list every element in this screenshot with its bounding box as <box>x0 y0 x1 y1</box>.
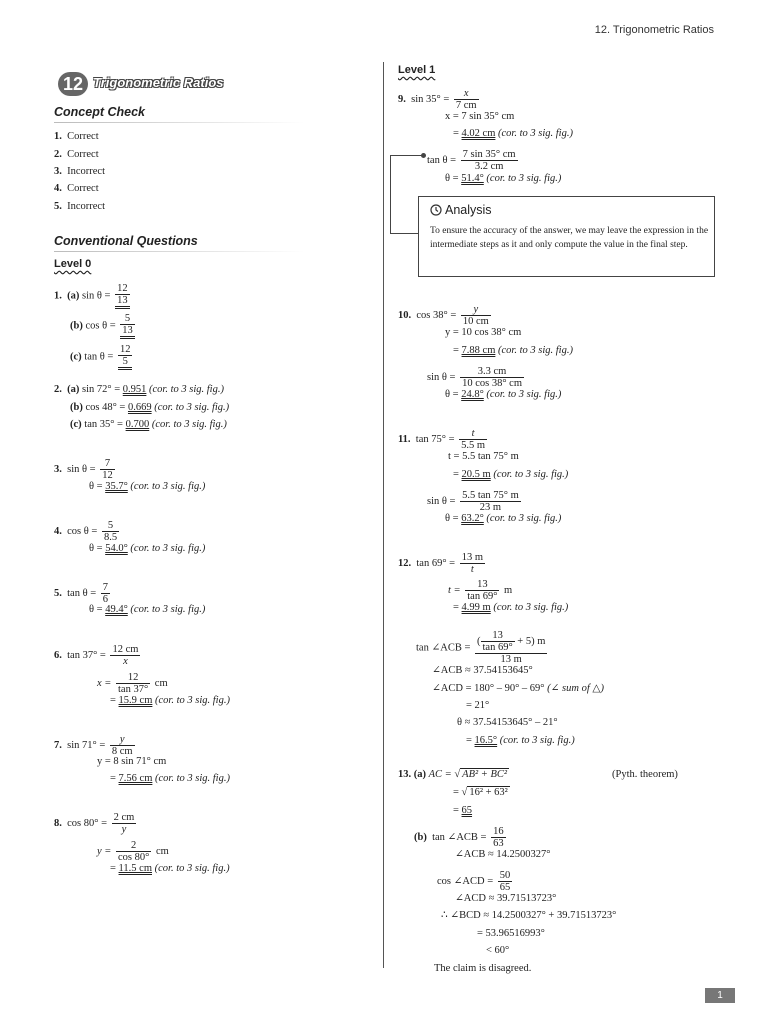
section-rule <box>54 251 304 252</box>
conventional-heading: Conventional Questions <box>54 234 198 248</box>
q10-line1: 10. cos 38° = $\frac{y}{10 cm}$ <box>398 304 489 327</box>
fraction: $\frac{7 \sin 35^\circ cm}{3.2 cm}$ <box>462 149 516 172</box>
q9-result-1: = 4.02 cm (cor. to 3 sig. fig.) <box>453 128 573 139</box>
q9-result-2: θ = 51.4° (cor. to 3 sig. fig.) <box>445 173 562 184</box>
q13-conclusion: The claim is disagreed. <box>434 963 532 974</box>
level-0-heading: Level 0 <box>54 258 92 270</box>
q13-b-line3: cos ∠ACD = $\frac{50}{65}$ <box>437 870 511 893</box>
q11-result-2: θ = 63.2° (cor. to 3 sig. fig.) <box>445 513 562 524</box>
q12-line1: 12. tan 69° = $\frac{13 m}{t}$ <box>398 552 483 575</box>
q4-line1: 4. cos θ = $\frac{5}{8.5}$ <box>54 520 118 543</box>
connector-line <box>390 233 418 234</box>
q12-line5: ∠ACB ≈ 37.54153645° <box>432 665 533 676</box>
q12-result-1: = 4.99 m (cor. to 3 sig. fig.) <box>453 602 569 613</box>
q6-line2: x = $\frac{12}{\tan 37^\circ}$ cm <box>97 672 168 695</box>
q11-result-1: = 20.5 m (cor. to 3 sig. fig.) <box>453 469 569 480</box>
q10-result-2: θ = 24.8° (cor. to 3 sig. fig.) <box>445 389 562 400</box>
level-1-heading: Level 1 <box>398 64 436 76</box>
q8-result: = 11.5 cm (cor. to 3 sig. fig.) <box>110 863 230 874</box>
fraction: $\frac{7}{12}$ <box>102 458 113 481</box>
q6-result: = 15.9 cm (cor. to 3 sig. fig.) <box>110 695 230 706</box>
fraction: $\frac{12}{\tan 37^\circ}$ <box>118 672 149 695</box>
connector-line <box>390 155 391 233</box>
q13-pyth-note: (Pyth. theorem) <box>612 769 678 780</box>
clock-icon <box>430 204 442 219</box>
fraction: $\frac{12}{5}$ <box>118 344 133 370</box>
q11-line2: t = 5.5 tan 75° m <box>448 451 519 462</box>
q1-b: (b) cos θ = $\frac{5}{13}$ <box>70 313 137 339</box>
fraction: $\frac{13}{\tan 69^\circ}$ <box>467 579 498 602</box>
q13-b-line4: ∠ACD ≈ 39.71513723° <box>455 893 557 904</box>
fraction: $\frac{5.5 \tan 75^\circ m}{23 m}$ <box>462 490 519 513</box>
fraction: $\frac{13 m}{t}$ <box>461 552 483 575</box>
q12-line4: tan ∠ACB = ( $\frac{13}{\tan 69^\circ}$ + 5) m 13 m <box>416 630 546 665</box>
q12-line8: θ ≈ 37.54153645° – 21° <box>457 717 558 728</box>
q9-line1: 9. sin 35° = $\frac{x}{7 cm}$ <box>398 88 477 111</box>
q4-result: θ = 54.0° (cor. to 3 sig. fig.) <box>89 543 206 554</box>
q9-line2: x = 7 sin 35° cm <box>445 111 515 122</box>
q6-line1: 6. tan 37° = $\frac{12 cm}{x}$ <box>54 644 139 667</box>
q5-line1: 5. tan θ = $\frac{7}{6}$ <box>54 582 109 605</box>
q9-line4: tan θ = $\frac{7 \sin 35^\circ cm}{3.2 cm}$ <box>427 149 516 172</box>
chapter-number-badge: 12 <box>58 72 88 96</box>
section-rule <box>54 122 304 123</box>
q2-c: (c) tan 35° = 0.700 (cor. to 3 sig. fig.) <box>70 419 227 430</box>
q10-line2: y = 10 cos 38° cm <box>445 327 522 338</box>
q7-line1: 7. sin 71° = $\frac{y}{8 cm}$ <box>54 734 133 757</box>
fraction: $\frac{12 cm}{x}$ <box>112 644 139 667</box>
q10-line4: sin θ = $\frac{3.3 cm}{10 \cos 38^\circ cm}$ <box>427 366 522 389</box>
fraction: $\frac{y}{8 cm}$ <box>111 734 133 757</box>
fraction: $\frac{50}{65}$ <box>499 870 511 893</box>
fraction: ( $\frac{13}{\tan 69^\circ}$ + 5) m 13 m <box>477 630 546 665</box>
q12-line2: t = $\frac{13}{\tan 69^\circ}$ m <box>448 579 513 602</box>
fraction: $\frac{y}{10 cm}$ <box>462 304 489 327</box>
concept-item-3: 3. Incorrect <box>54 166 106 177</box>
chapter-title: Trigonometric Ratios <box>93 75 224 90</box>
q1-c: (c) tan θ = $\frac{12}{5}$ <box>70 344 134 370</box>
concept-item-1: 1. Correct <box>54 131 99 142</box>
q11-line1: 11. tan 75° = $\frac{t}{5.5 m}$ <box>398 428 486 451</box>
q1-a: 1. (a) sin θ = $\frac{12}{13}$ <box>54 283 132 309</box>
column-divider <box>383 62 384 968</box>
q12-line7: = 21° <box>466 700 490 711</box>
connector-dot <box>421 153 426 158</box>
fraction: $\frac{3.3 cm}{10 \cos 38^\circ cm}$ <box>462 366 522 389</box>
fraction: $\frac{16}{63}$ <box>493 826 504 849</box>
q2-a: 2. (a) sin 72° = 0.951 (cor. to 3 sig. fig.) <box>54 384 224 395</box>
page-number: 1 <box>705 988 735 1003</box>
q13-b-line5: ∴ ∠BCD ≈ 14.2500327° + 39.71513723° <box>441 910 617 921</box>
q3-line1: 3. sin θ = $\frac{7}{12}$ <box>54 458 113 481</box>
fraction: $\frac{2 cm}{y}$ <box>113 812 135 835</box>
connector-line <box>390 155 424 156</box>
q12-line6: ∠ACD = 180° – 90° – 69° (∠ sum of △) <box>432 683 604 694</box>
q13-a-line2: = √ 16² + 63² <box>453 787 508 798</box>
fraction: $\frac{t}{5.5 m}$ <box>461 428 486 451</box>
fraction: $\frac{12}{13}$ <box>115 283 130 309</box>
q8-line1: 8. cos 80° = $\frac{2 cm}{y}$ <box>54 812 135 835</box>
concept-item-4: 4. Correct <box>54 183 99 194</box>
q3-result: θ = 35.7° (cor. to 3 sig. fig.) <box>89 481 206 492</box>
fraction: $\frac{7}{6}$ <box>102 582 109 605</box>
q13-b-line2: ∠ACB ≈ 14.2500327° <box>455 849 551 860</box>
concept-item-5: 5. Incorrect <box>54 201 106 212</box>
analysis-heading: Analysis <box>430 203 492 219</box>
q2-b: (b) cos 48° = 0.669 (cor. to 3 sig. fig.) <box>70 402 230 413</box>
concept-check-heading: Concept Check <box>54 105 145 119</box>
q7-line2: y = 8 sin 71° cm <box>97 756 167 767</box>
analysis-text: To ensure the accuracy of the answer, we may leave the expression in the intermediate steps as it and only compute the value in the final step. <box>430 226 709 250</box>
running-header: 12. Trigonometric Ratios <box>594 24 714 36</box>
concept-item-2: 2. Correct <box>54 149 99 160</box>
q13-b-line7: < 60° <box>486 945 510 956</box>
fraction: $\frac{2}{\cos 80^\circ}$ <box>118 840 150 863</box>
q5-result: θ = 49.4° (cor. to 3 sig. fig.) <box>89 604 206 615</box>
q7-result: = 7.56 cm (cor. to 3 sig. fig.) <box>110 773 230 784</box>
fraction: $\frac{5}{13}$ <box>120 313 135 339</box>
q10-result-1: = 7.88 cm (cor. to 3 sig. fig.) <box>453 345 573 356</box>
q13-b-line6: = 53.96516993° <box>477 928 545 939</box>
q11-line4: sin θ = $\frac{5.5 \tan 75^\circ m}{23 m}$ <box>427 490 519 513</box>
fraction: $\frac{x}{7 cm}$ <box>455 88 477 111</box>
q12-result-2: = 16.5° (cor. to 3 sig. fig.) <box>466 735 575 746</box>
q13-b-line1: (b) tan ∠ACB = $\frac{16}{63}$ <box>414 826 504 849</box>
fraction: $\frac{5}{8.5}$ <box>103 520 118 543</box>
q13-a-line1: 13. (a) AC = √ AB² + BC² <box>398 769 508 780</box>
q13-a-result: = 65 <box>453 805 473 816</box>
q8-line2: y = $\frac{2}{\cos 80^\circ}$ cm <box>97 840 169 863</box>
